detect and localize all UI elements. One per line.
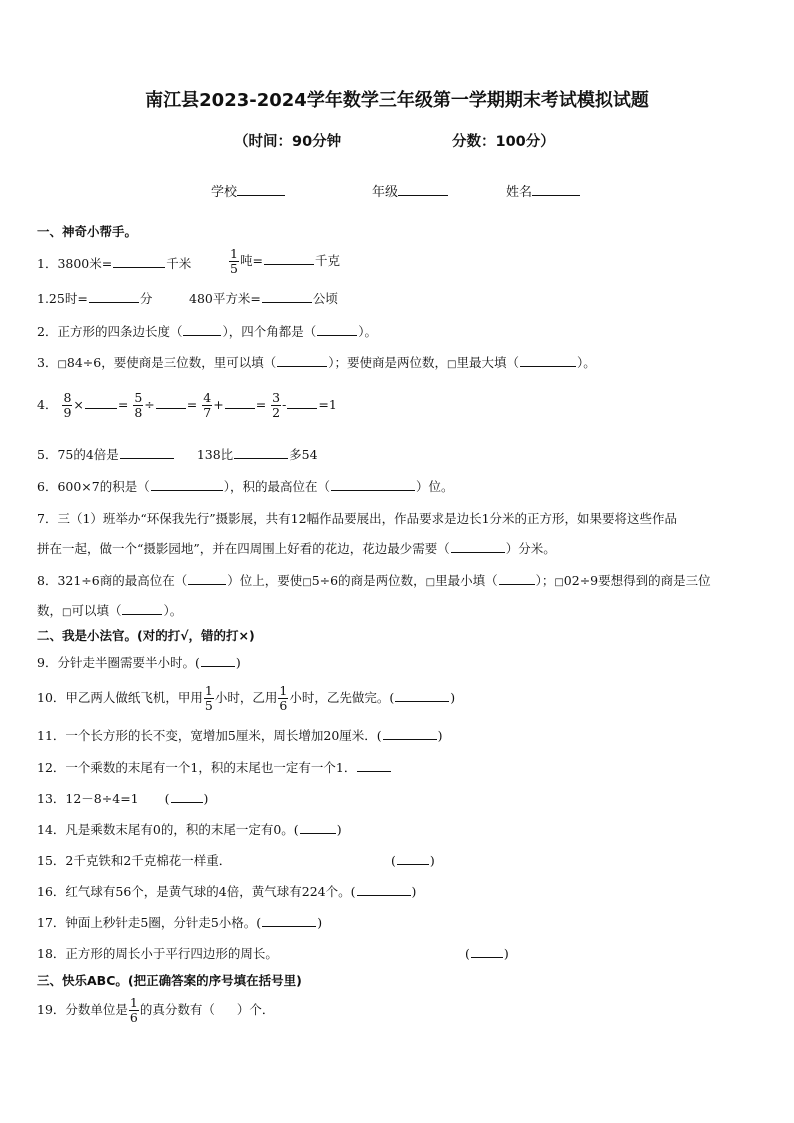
fraction-4-7: $\frac{4}{7}$ [203,390,212,420]
question-9: 9．分针走半圈需要半小时。( ) [37,655,241,670]
question-10: 10．甲乙两人做纸飞机，甲用 $\frac{1}{5}$ 小时，乙用 $\frac{1}{6}$ 小时，乙先做完。( ) [37,683,456,713]
answer-blank[interactable] [188,573,226,585]
school-field [211,181,285,200]
answer-blank[interactable] [151,479,223,491]
question-19: 19．分数单位是 $\frac{1}{6}$ 的真分数有（ ）个． [37,995,275,1025]
exam-title: 南江县2023-2024学年数学三年级第一学期期末考试模拟试题 [145,90,649,111]
answer-blank[interactable] [264,253,314,265]
school-blank[interactable] [237,183,285,196]
answer-blank[interactable] [471,946,503,958]
answer-blank[interactable] [171,791,203,803]
question-18-answer: ( ) [465,946,509,961]
grade-label: 年级 [372,185,399,200]
answer-blank[interactable] [383,728,437,740]
exam-time: （时间：90分钟 [234,134,342,150]
school-label: 学校 [211,185,238,200]
question-16: 16．红气球有56个，是黄气球的4倍，黄气球有224个。( ) [37,884,417,899]
answer-blank[interactable] [156,397,186,409]
answer-blank[interactable] [520,355,576,367]
question-1b: $\frac{1}{5}$ 吨= 千克 [230,246,340,276]
answer-blank[interactable] [317,324,357,336]
question-8-line2: 数，□可以填（ ）。 [37,603,183,618]
question-12: 12．一个乘数的末尾有一个1，积的末尾也一定有一个1． [37,760,392,776]
question-11: 11．一个长方形的长不变，宽增加5厘米，周长增加20厘米．( ) [37,728,443,743]
answer-blank[interactable] [201,655,235,667]
question-5: 5．75的4倍是 138比 多54 [37,447,318,462]
fraction-3-2: $\frac{3}{2}$ [272,390,281,420]
question-13: 13．12－8÷4=1 ( ) [37,791,209,806]
question-17: 17．钟面上秒针走5圈，分针走5小格。( ) [37,915,323,930]
fraction-1-5: $\frac{1}{5}$ [230,246,238,276]
answer-blank[interactable] [225,397,255,409]
answer-blank[interactable] [113,256,165,268]
answer-blank[interactable] [234,447,288,459]
answer-blank[interactable] [262,915,316,927]
fraction-8-9: $\frac{8}{9}$ [63,390,72,420]
answer-blank[interactable] [331,479,415,491]
section3-heading: 三、快乐ABC。(把正确答案的序号填在括号里) [37,973,302,988]
answer-blank[interactable] [277,355,327,367]
question-7-line1: 7．三（1）班举办“环保我先行”摄影展，共有12幅作品要展出，作品要求是边长1分米的正方形，如果要将这些作品 [37,511,678,526]
fraction-5-8: $\frac{5}{8}$ [134,390,143,420]
answer-blank[interactable] [397,853,429,865]
section1-heading: 一、神奇小帮手。 [37,224,138,239]
question-14: 14．凡是乘数末尾有0的，积的末尾一定有0。( ) [37,822,342,837]
answer-blank[interactable] [357,760,391,772]
question-1c: 1.25时= 分 [37,291,153,306]
question-7-line2: 拼在一起，做一个“摄影园地”，并在四周围上好看的花边，花边最少需要（ ）分米。 [37,541,556,556]
question-15: 15．2千克铁和2千克棉花一样重． [37,853,232,868]
fraction-1-5: $\frac{1}{5}$ [204,683,213,713]
name-blank[interactable] [532,183,580,196]
question-1a: 1．3800米= 千米 [37,256,192,271]
fraction-1-6: $\frac{1}{6}$ [279,683,288,713]
fraction-1-6: $\frac{1}{6}$ [129,995,138,1025]
exam-score: 分数：100分） [452,134,555,150]
answer-blank[interactable] [89,291,139,303]
question-18: 18．正方形的周长小于平行四边形的周长。 [37,946,278,961]
answer-blank[interactable] [122,603,162,615]
answer-blank[interactable] [287,397,317,409]
section2-heading: 二、我是小法官。(对的打√，错的打×) [37,628,255,643]
answer-blank[interactable] [85,397,117,409]
answer-blank[interactable] [300,822,336,834]
answer-blank[interactable] [262,291,312,303]
question-6: 6．600×7的积是（ ），积的最高位在（ ）位。 [37,479,454,494]
question-8-line1: 8．321÷6商的最高位在（ ）位上，要使□5÷6的商是两位数，□里最小填（ ）；□02÷9要想得到的商是三位 [37,573,711,588]
question-2: 2．正方形的四条边长度（ ），四个角都是（ ）。 [37,324,377,339]
grade-blank[interactable] [398,183,448,196]
question-3: 3．□84÷6，要使商是三位数，里可以填（ ）；要使商是两位数，□里最大填（ ）。 [37,355,596,370]
question-15-answer: ( ) [391,853,435,868]
answer-blank[interactable] [357,884,411,896]
answer-blank[interactable] [395,690,449,702]
name-label: 姓名 [506,185,533,200]
question-1d: 480平方米= 公顷 [189,291,338,306]
name-field [506,181,580,200]
answer-blank[interactable] [120,447,174,459]
answer-blank[interactable] [183,324,221,336]
grade-field [372,181,448,200]
answer-blank[interactable] [451,541,505,553]
answer-blank[interactable] [499,573,535,585]
question-4: 4． $\frac{8}{9}$ × = $\frac{5}{8}$ ÷ = $\frac{4}{7}$ + = $\frac{3}{2}$ - =1 [37,390,337,420]
